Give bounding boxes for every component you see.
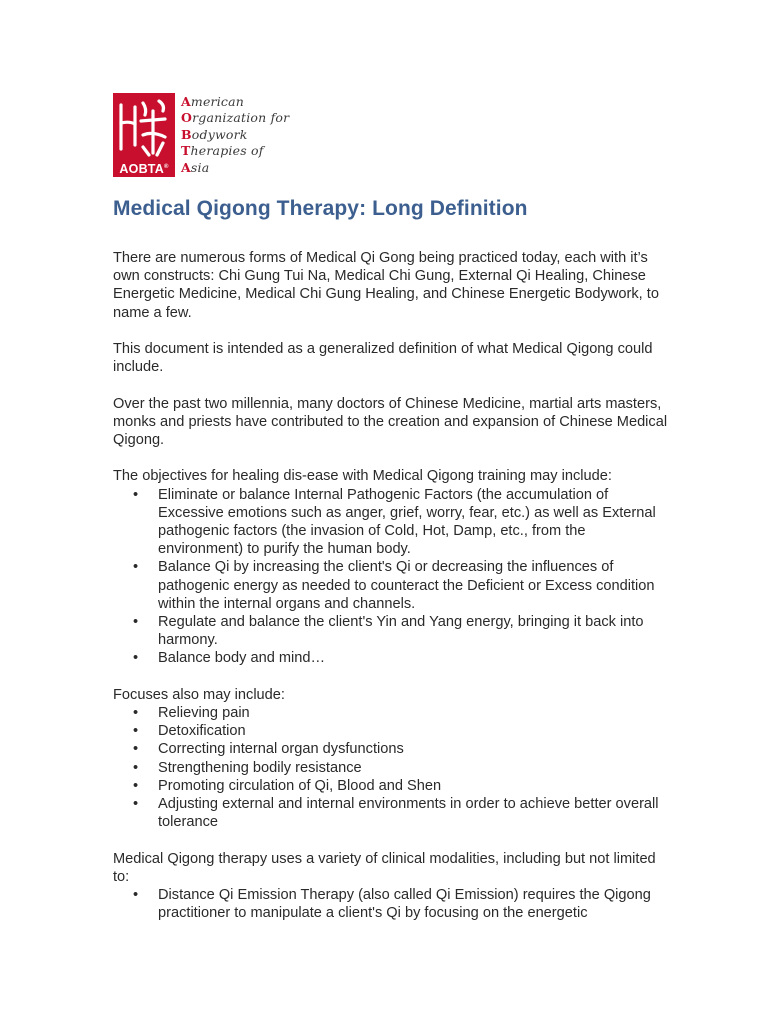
aobta-logo-mark xyxy=(113,93,175,177)
bullet-icon: • xyxy=(133,759,139,776)
modalities-list xyxy=(113,886,673,922)
focuses-intro: Focuses also may include: xyxy=(113,686,285,703)
list-item: • Promoting circulation of Qi, Blood and Shen xyxy=(133,777,442,794)
list-item: • Adjusting external and internal environments in order to achieve better overall tolerance xyxy=(133,796,659,831)
list-item: • Relieving pain xyxy=(133,705,250,722)
bullet-icon: • xyxy=(133,777,139,794)
logo-line: Therapies of xyxy=(181,143,264,159)
logo-line: Bodywork xyxy=(181,126,248,142)
logo-wordmark xyxy=(181,94,289,176)
focuses-list xyxy=(113,704,673,831)
page-title: Medical Qigong Therapy: Long Definition xyxy=(113,197,528,220)
history-paragraph: Over the past two millennia, many doctors of Chinese Medicine, martial arts masters, monks and priests have contributed to the creation and expansion of Chinese Medical Qigong. xyxy=(113,395,668,448)
objectives-intro: The objectives for healing dis-ease with Medical Qigong training may include: xyxy=(113,468,612,485)
list-item: • Balance body and mind… xyxy=(133,650,326,667)
list-item: • Distance Qi Emission Therapy (also called Qi Emission) requires the Qigong practitioner to manipulate a client's Qi by focusing on the energetic xyxy=(133,887,651,922)
purpose-paragraph: This document is intended as a generalized definition of what Medical Qigong could include. xyxy=(113,341,653,376)
aobta-logo xyxy=(113,93,289,177)
bullet-icon: • xyxy=(133,614,139,631)
bullet-icon: • xyxy=(133,741,139,758)
calligraphy-glyph-icon xyxy=(113,93,175,163)
logo-abbrev: AOBTA xyxy=(119,162,164,176)
bullet-icon: • xyxy=(133,559,139,576)
list-item: • Regulate and balance the client's Yin and Yang energy, bringing it back into harmony. xyxy=(133,614,644,649)
logo-line: Organization for xyxy=(181,110,290,126)
logo-line: American xyxy=(181,94,245,109)
list-item: • Eliminate or balance Internal Pathogenic Factors (the accumulation of Excessive emotions such as anger, grief, worry, fear, etc.) as well as External pathogenic factors (the invasion of Cold, Hot, Damp, etc., from the environment) to purify the human body. xyxy=(133,486,656,558)
list-item: • Detoxification xyxy=(133,723,246,740)
objectives-list xyxy=(113,486,673,668)
bullet-icon: • xyxy=(133,887,139,904)
bullet-icon: • xyxy=(133,796,139,813)
list-item: • Balance Qi by increasing the client's Qi or decreasing the influences of pathogenic energy as needed to counteract the Deficient or Excess condition within the internal organs and channels. xyxy=(133,559,655,612)
list-item: • Strengthening bodily resistance xyxy=(133,759,362,776)
bullet-icon: • xyxy=(133,723,139,740)
bullet-icon: • xyxy=(133,486,139,503)
bullet-icon: • xyxy=(133,650,139,667)
modalities-intro: Medical Qigong therapy uses a variety of clinical modalities, including but not limited to: xyxy=(113,850,656,885)
list-item: • Correcting internal organ dysfunctions xyxy=(133,741,404,758)
bullet-icon: • xyxy=(133,705,139,722)
registered-mark: ® xyxy=(163,163,169,170)
logo-line: Asia xyxy=(181,159,210,175)
intro-paragraph: There are numerous forms of Medical Qi Gong being practiced today, each with it’s own constructs: Chi Gung Tui Na, Medical Chi Gung, External Qi Healing, Chinese Energetic Medicine, Medical Chi Gung Healing, and Chinese Energetic Bodywork, to name a few. xyxy=(113,250,659,321)
document-body xyxy=(113,249,673,922)
